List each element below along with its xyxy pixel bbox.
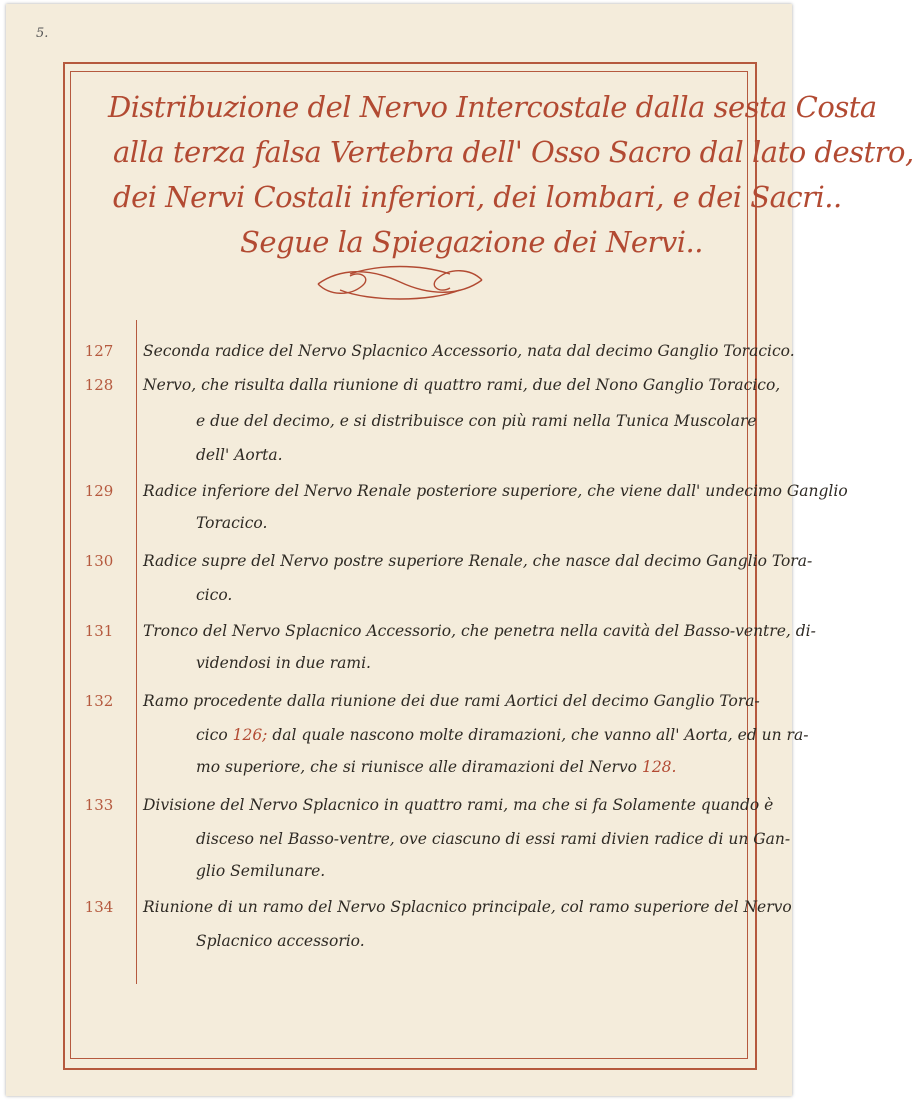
entry-number: 132 [84,692,114,710]
entry-text: Divisione del Nervo Splacnico in quattro rami, ma che si fa Solamente quando è [143,796,774,814]
title-line: Distribuzione del Nervo Intercostale dalla sesta Costa [108,90,877,124]
entry-number: 128 [84,376,114,394]
title-line: dei Nervi Costali inferiori, dei lombari, e dei Sacri.. [113,180,842,214]
figure-reference: 126; [232,726,268,744]
entry-number: 127 [84,342,114,360]
entry-text: cico [196,726,228,744]
page-number: 5. [36,26,49,41]
entry-text: Nervo, che risulta dalla riunione di quattro rami, due del Nono Ganglio Toracico, [143,376,781,394]
entry-number: 131 [84,622,114,640]
entry-number: 133 [84,796,114,814]
subtitle: Segue la Spiegazione dei Nervi.. [240,225,703,259]
title-line: alla terza falsa Vertebra dell' Osso Sacro dal lato destro, [113,135,914,169]
entry-text: disceso nel Basso-ventre, ove ciascuno di essi rami divien radice di un Gan- [196,830,791,848]
entry-number: 134 [84,898,114,916]
entry-text: mo superiore, che si riunisce alle diramazioni del Nervo [196,758,638,776]
entry-text: videndosi in due rami. [196,654,371,672]
entry-text-line [196,758,676,776]
entry-text: cico. [196,586,233,604]
page-title [100,85,914,265]
entry-text: Tronco del Nervo Splacnico Accessorio, che penetra nella cavità del Basso-ventre, di- [143,622,816,640]
entry-number: 129 [84,482,114,500]
entry-text: Seconda radice del Nervo Splacnico Accessorio, nata dal decimo Ganglio Toracico. [143,342,795,360]
entry-text: Riunione di un ramo del Nervo Splacnico principale, col ramo superiore del Nervo [143,898,792,916]
entry-text: glio Semilunare. [196,862,326,880]
entry-text: e due del decimo, e si distribuisce con più rami nella Tunica Muscolare [196,412,757,430]
entry-number: 130 [84,552,114,570]
entry-text: Splacnico accessorio. [196,932,365,950]
entry-text-line [196,726,808,744]
entry-text: Toracico. [196,514,268,532]
entry-text: dell' Aorta. [196,446,283,464]
flourish-ornament [310,262,490,304]
entry-text: dal quale nascono molte diramazioni, che vanno all' Aorta, ed un ra- [272,726,809,744]
entry-text: Radice inferiore del Nervo Renale posteriore superiore, che viene dall' undecimo Ganglio [143,482,848,500]
entry-text: Radice supre del Nervo postre superiore Renale, che nasce dal decimo Ganglio Tora- [143,552,813,570]
margin-rule [136,320,137,984]
entry-text: Ramo procedente dalla riunione dei due rami Aortici del decimo Ganglio Tora- [143,692,760,710]
figure-reference: 128. [641,758,677,776]
